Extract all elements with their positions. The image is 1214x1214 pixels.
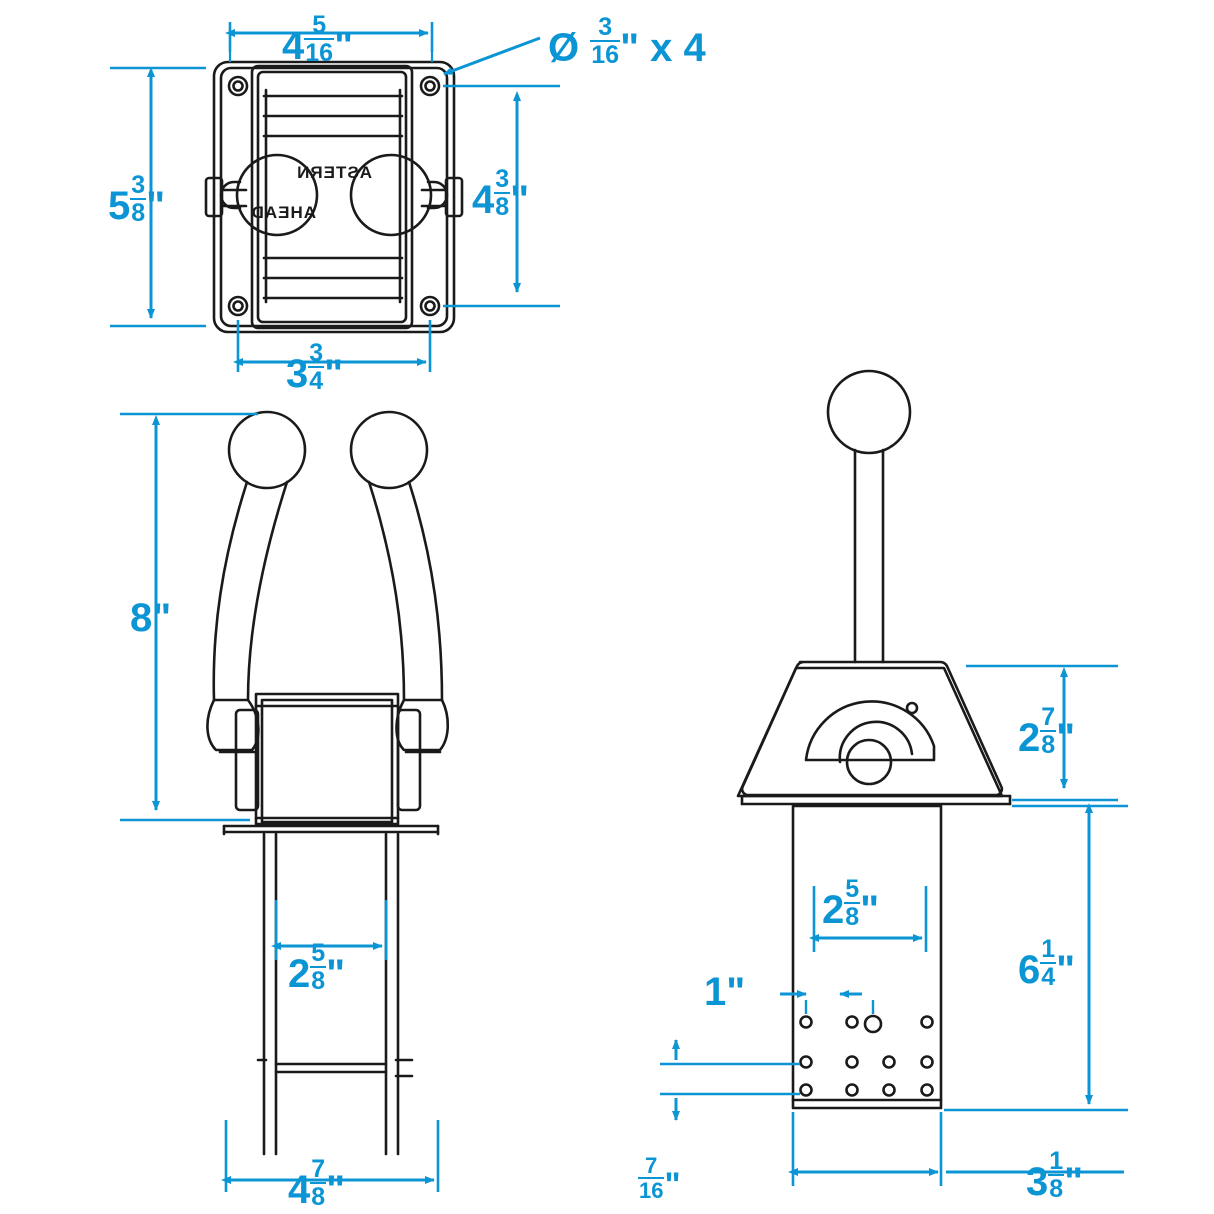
dual-lever-side-view-geometry: [207, 412, 447, 1154]
dim-panel-height: 5 $\frac{3}{8}$ ": [108, 171, 166, 228]
dim-hole-spacing-horizontal: 3 $\frac{3}{4}$ ": [286, 339, 344, 396]
dim-housing-height: 2 $\frac{7}{8}$ ": [1018, 703, 1076, 760]
svg-text:ASTERN: ASTERN: [296, 163, 372, 182]
dim-panel-width: 4 $\frac{5}{16}$ ": [282, 11, 354, 68]
single-lever-side-view-geometry: [738, 371, 1010, 1108]
dim-bracket-inner-width: 2 $\frac{5}{8}$ ": [822, 875, 880, 932]
svg-text:AHEAD: AHEAD: [250, 203, 316, 222]
front-panel-view-geometry: [206, 62, 462, 332]
dim-bracket-width: 3 $\frac{1}{8}$ ": [1026, 1147, 1084, 1204]
dim-body-depth: 6 $\frac{1}{4}$ ": [1018, 935, 1076, 992]
dim-hole-callout: Ø $\frac{3}{16}$ " x 4: [548, 13, 706, 70]
dim-bottom-offset: $\frac{7}{16}$ ": [639, 1153, 681, 1205]
dim-edge-offset: 1": [704, 970, 746, 1014]
dim-cutout-width: 2 $\frac{5}{8}$ ": [288, 939, 346, 996]
dual-lever-dimension-lines: [120, 414, 438, 1192]
dim-lever-height: 8": [130, 596, 172, 640]
dim-hole-spacing-vertical: 4 $\frac{3}{8}$ ": [472, 165, 530, 222]
dim-overall-width: 4 $\frac{7}{8}$ ": [288, 1155, 346, 1212]
